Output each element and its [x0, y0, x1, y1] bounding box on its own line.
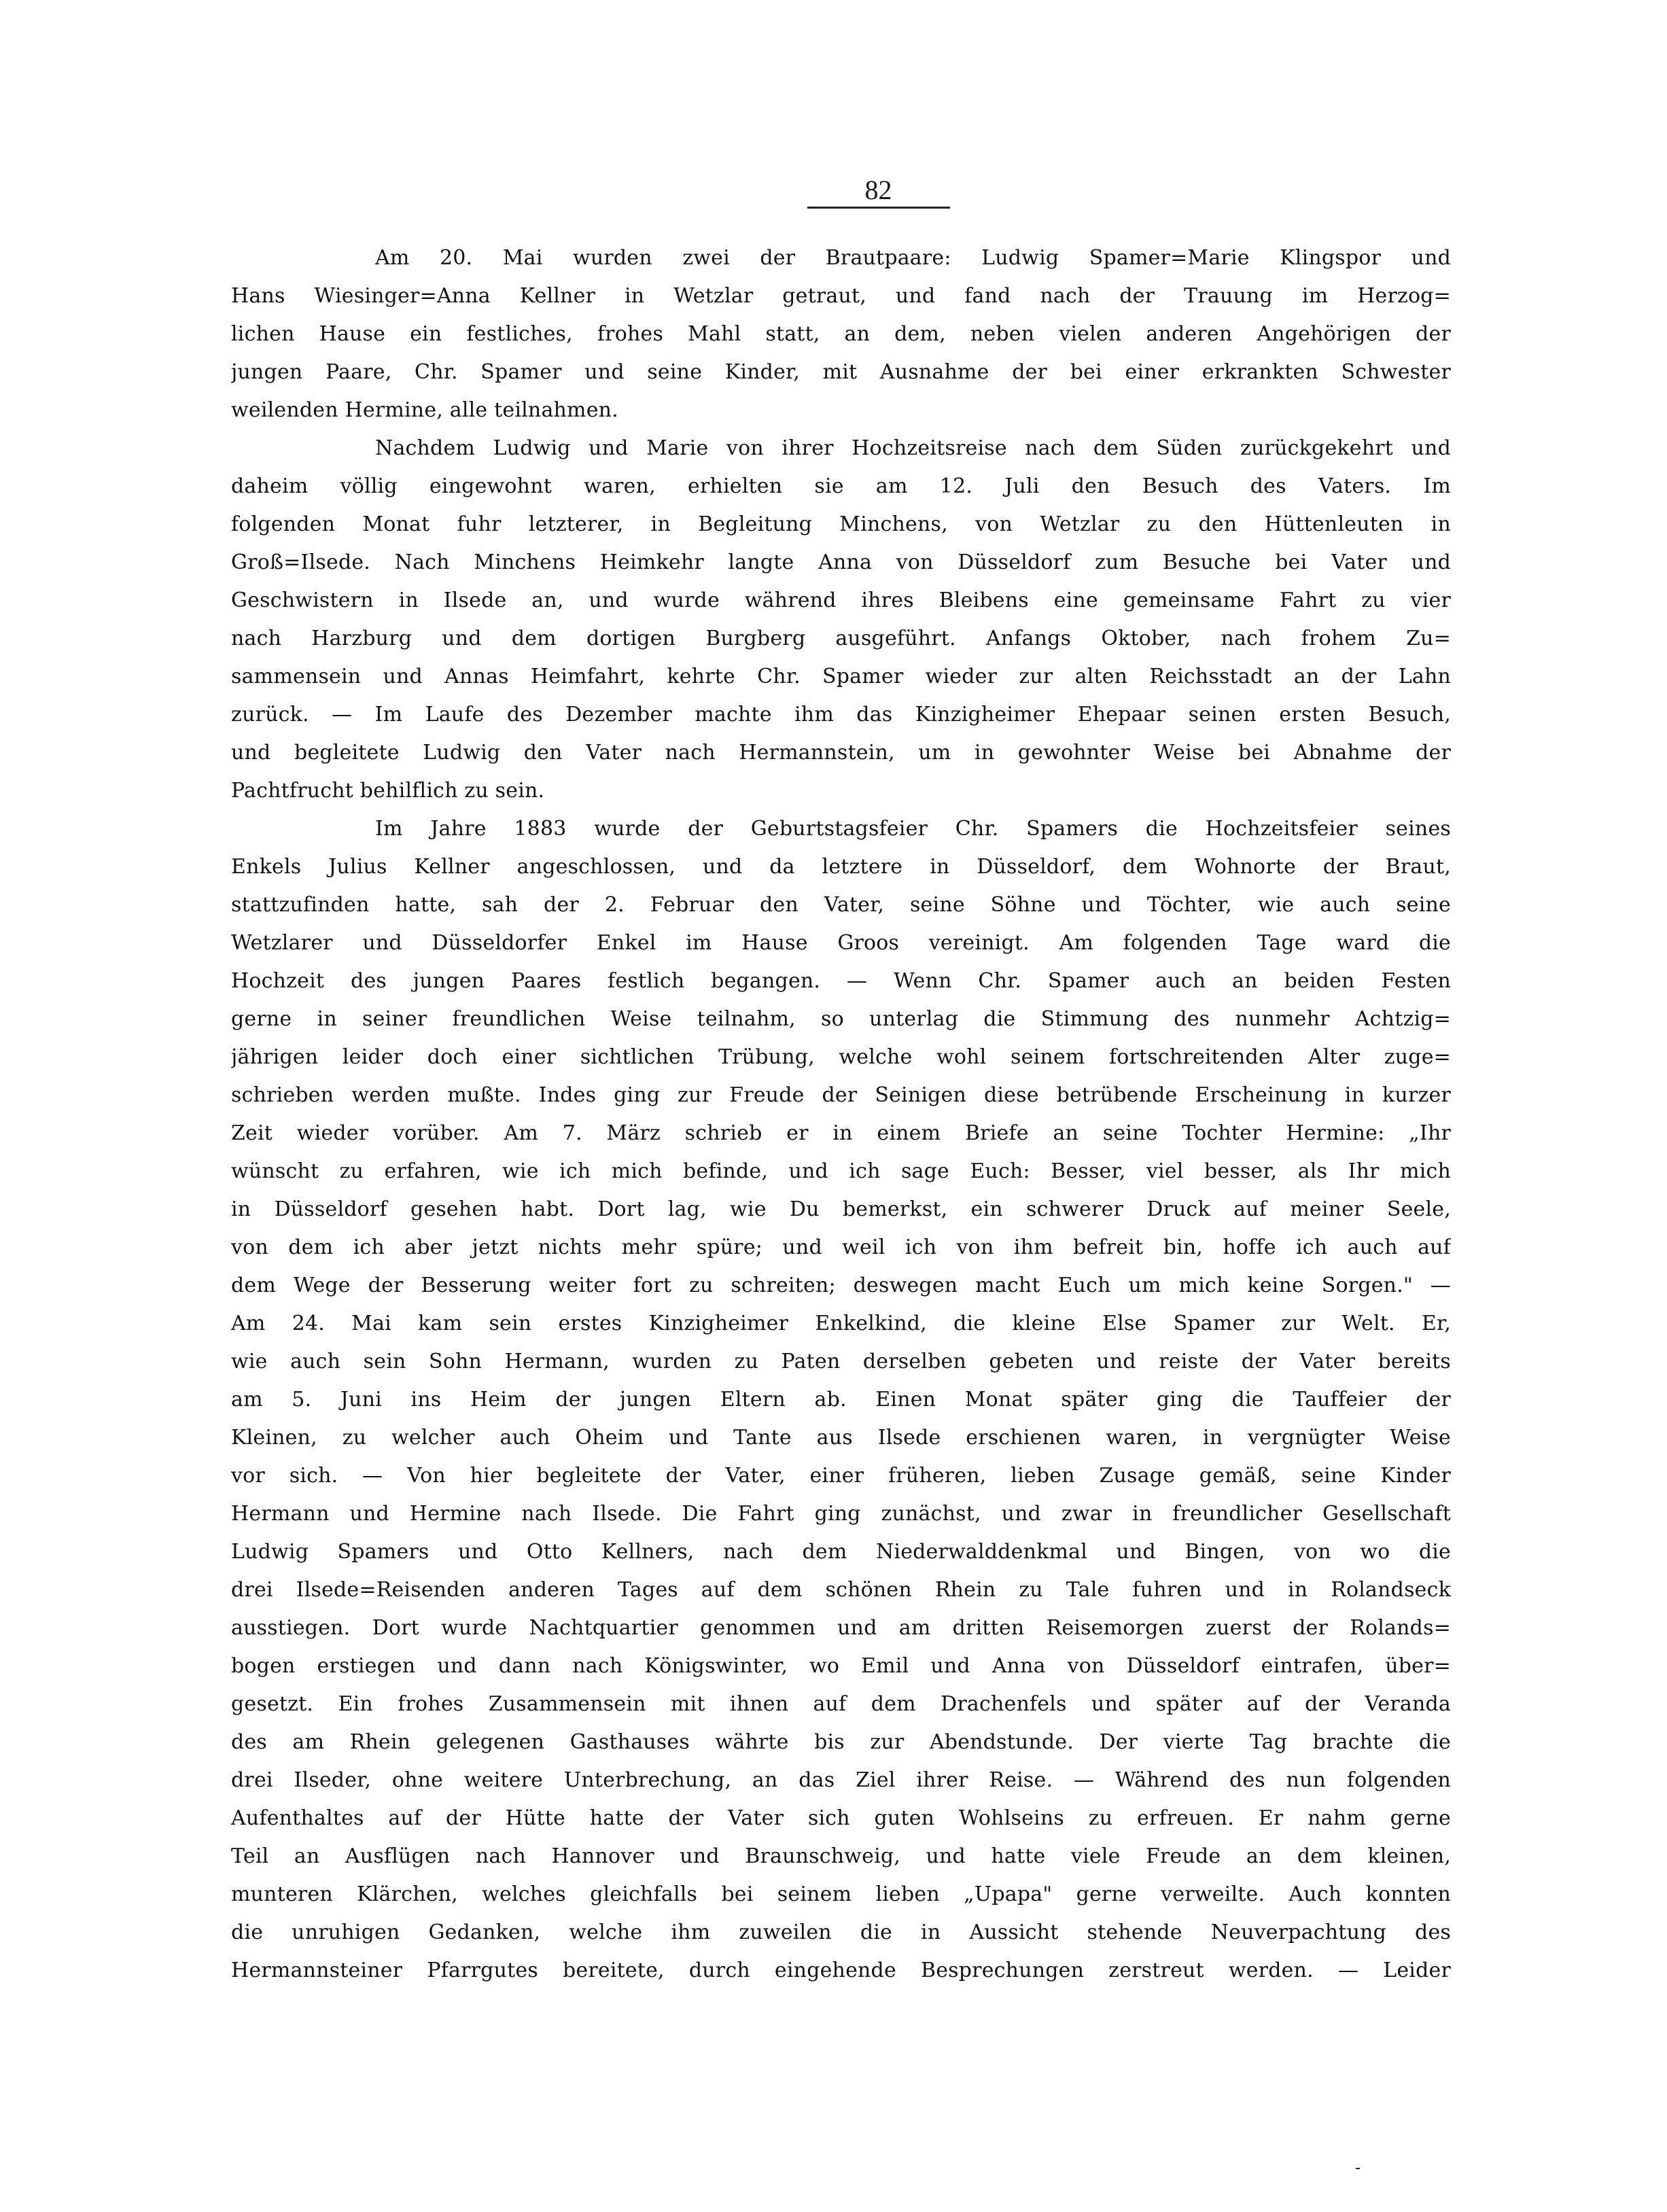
text-line: drei Ilsede=Reisenden anderen Tages auf dem schönen Rhein zu Tale fuhren und in Rolandseck: [231, 1578, 1451, 1602]
text-line: des am Rhein gelegenen Gasthauses währte bis zur Abendstunde. Der vierte Tag brachte die: [231, 1730, 1451, 1754]
text-line: am 5. Juni ins Heim der jungen Eltern ab. Einen Monat später ging die Tauffeier der: [231, 1388, 1451, 1411]
text-line: Wetzlarer und Düsseldorfer Enkel im Hause Groos vereinigt. Am folgenden Tage ward die: [231, 931, 1451, 955]
text-line: zurück. — Im Laufe des Dezember machte ihm das Kinzigheimer Ehepaar seinen ersten Besuch,: [231, 703, 1451, 726]
text-line: Enkels Julius Kellner angeschlossen, und da letztere in Düsseldorf, dem Wohnorte der Braut,: [231, 855, 1451, 879]
text-line: Ludwig Spamers und Otto Kellners, nach dem Niederwalddenkmal und Bingen, von wo die: [231, 1540, 1451, 1564]
text-line: Geschwistern in Ilsede an, und wurde während ihres Bleibens eine gemeinsame Fahrt zu vier: [231, 589, 1451, 612]
text-line: bogen erstiegen und dann nach Königswinter, wo Emil und Anna von Düsseldorf eintrafen, über=: [231, 1654, 1451, 1678]
text-line: drei Ilseder, ohne weitere Unterbrechung, an das Ziel ihrer Reise. — Während des nun folgenden: [231, 1768, 1451, 1792]
page-number: 82: [864, 175, 892, 205]
scan-artifact: [1356, 2168, 1360, 2169]
text-line: gerne in seiner freundlichen Weise teilnahm, so unterlag die Stimmung des nunmehr Achtzig=: [231, 1007, 1451, 1031]
text-line: daheim völlig eingewohnt waren, erhielten sie am 12. Juli den Besuch des Vaters. Im: [231, 474, 1451, 498]
text-line: wünscht zu erfahren, wie ich mich befinde, und ich sage Euch: Besser, viel besser, als Ihr mich: [231, 1159, 1451, 1183]
text-line: vor sich. — Von hier begleitete der Vater, einer früheren, lieben Zusage gemäß, seine Kinder: [231, 1464, 1451, 1488]
header-rule: [807, 207, 950, 209]
text-line: die unruhigen Gedanken, welche ihm zuweilen die in Aussicht stehende Neuverpachtung des: [231, 1920, 1451, 1944]
text-line: Aufenthaltes auf der Hütte hatte der Vater sich guten Wohlseins zu erfreuen. Er nahm gerne: [231, 1806, 1451, 1830]
text-line: munteren Klärchen, welches gleichfalls bei seinem lieben „Upapa" gerne verweilte. Auch konnten: [231, 1882, 1451, 1906]
text-line: von dem ich aber jetzt nichts mehr spüre; und weil ich von ihm befreit bin, hoffe ich auch auf: [231, 1235, 1451, 1259]
text-line: lichen Hause ein festliches, frohes Mahl statt, an dem, neben vielen anderen Angehörigen der: [231, 322, 1451, 346]
text-line: Am 24. Mai kam sein erstes Kinzigheimer Enkelkind, die kleine Else Spamer zur Welt. Er,: [231, 1312, 1451, 1335]
text-line: weilenden Hermine, alle teilnahmen.: [231, 398, 618, 422]
text-line: Im Jahre 1883 wurde der Geburtstagsfeier Chr. Spamers die Hochzeitsfeier seines: [375, 817, 1451, 841]
text-line: ausstiegen. Dort wurde Nachtquartier genommen und am dritten Reisemorgen zuerst der Rolands=: [231, 1616, 1451, 1640]
text-line: sammensein und Annas Heimfahrt, kehrte Chr. Spamer wieder zur alten Reichsstadt an der Lahn: [231, 665, 1451, 688]
text-line: Zeit wieder vorüber. Am 7. März schrieb er in einem Briefe an seine Tochter Hermine: „Ihr: [231, 1121, 1451, 1145]
text-line: Am 20. Mai wurden zwei der Brautpaare: Ludwig Spamer=Marie Klingspor und: [375, 246, 1451, 270]
text-line: gesetzt. Ein frohes Zusammensein mit ihnen auf dem Drachenfels und später auf der Veranda: [231, 1692, 1451, 1716]
text-line: Hermann und Hermine nach Ilsede. Die Fahrt ging zunächst, und zwar in freundlicher Gesellschaft: [231, 1502, 1451, 1526]
text-line: Kleinen, zu welcher auch Oheim und Tante aus Ilsede erschienen waren, in vergnügter Weise: [231, 1426, 1451, 1450]
text-line: jungen Paare, Chr. Spamer und seine Kinder, mit Ausnahme der bei einer erkrankten Schwester: [231, 360, 1451, 384]
text-line: Hans Wiesinger=Anna Kellner in Wetzlar getraut, und fand nach der Trauung im Herzog=: [231, 284, 1451, 308]
text-line: Nachdem Ludwig und Marie von ihrer Hochzeitsreise nach dem Süden zurückgekehrt und: [375, 436, 1451, 460]
text-line: dem Wege der Besserung weiter fort zu schreiten; deswegen macht Euch um mich keine Sorgen." —: [231, 1274, 1451, 1297]
text-line: folgenden Monat fuhr letzterer, in Begleitung Minchens, von Wetzlar zu den Hüttenleuten in: [231, 512, 1451, 536]
text-line: Teil an Ausflügen nach Hannover und Braunschweig, und hatte viele Freude an dem kleinen,: [231, 1844, 1451, 1868]
text-line: stattzufinden hatte, sah der 2. Februar den Vater, seine Söhne und Töchter, wie auch seine: [231, 893, 1451, 917]
text-line: Pachtfrucht behilflich zu sein.: [231, 779, 545, 803]
text-line: Hochzeit des jungen Paares festlich begangen. — Wenn Chr. Spamer auch an beiden Festen: [231, 969, 1451, 993]
text-line: in Düsseldorf gesehen habt. Dort lag, wie Du bemerkst, ein schwerer Druck auf meiner Seele,: [231, 1197, 1451, 1221]
text-line: schrieben werden mußte. Indes ging zur Freude der Seinigen diese betrübende Erscheinung in kurzer: [231, 1083, 1451, 1107]
text-line: wie auch sein Sohn Hermann, wurden zu Paten derselben gebeten und reiste der Vater bereits: [231, 1350, 1451, 1373]
text-line: Groß=Ilsede. Nach Minchens Heimkehr langte Anna von Düsseldorf zum Besuche bei Vater und: [231, 550, 1451, 574]
text-line: und begleitete Ludwig den Vater nach Hermannstein, um in gewohnter Weise bei Abnahme der: [231, 741, 1451, 765]
text-line: nach Harzburg und dem dortigen Burgberg ausgeführt. Anfangs Oktober, nach frohem Zu=: [231, 627, 1451, 650]
text-line: jährigen leider doch einer sichtlichen Trübung, welche wohl seinem fortschreitenden Alter zuge=: [231, 1045, 1451, 1069]
text-line: Hermannsteiner Pfarrgutes bereitete, durch eingehende Besprechungen zerstreut werden. — Leider: [231, 1959, 1451, 1982]
body-text: [231, 239, 1451, 1990]
